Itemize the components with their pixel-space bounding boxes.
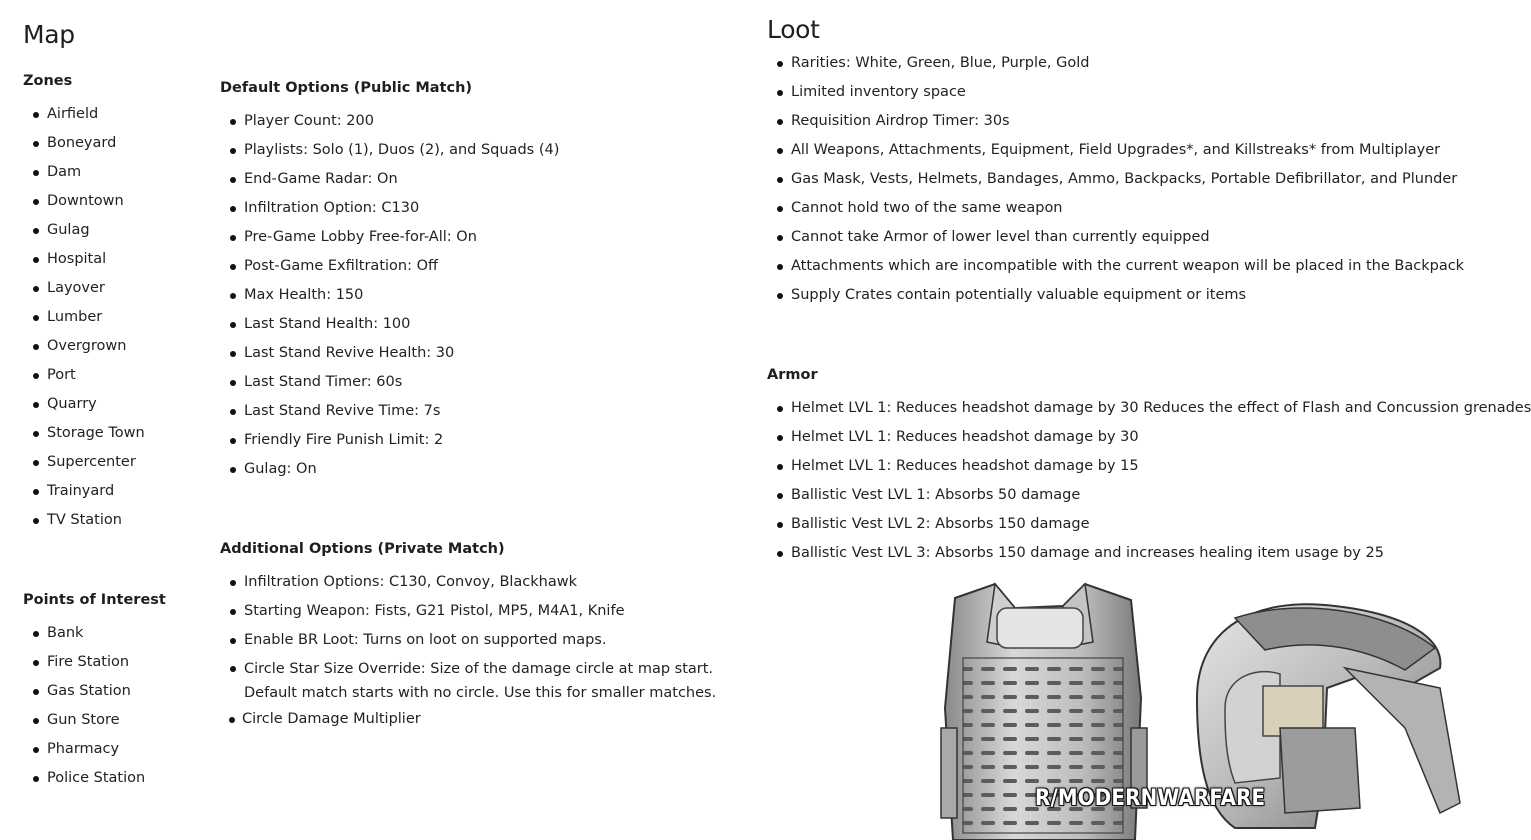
list-item: Supercenter [23,448,145,477]
list-item: Helmet LVL 1: Reduces headshot damage by 30 [767,423,1531,452]
list-item: Gulag: On [220,455,559,484]
list-item: Quarry [23,390,145,419]
list-item: Cannot take Armor of lower level than currently equipped [767,223,1464,252]
list-item: Post-Game Exfiltration: Off [220,252,559,281]
list-item: Downtown [23,187,145,216]
list-item: Attachments which are incompatible with the current weapon will be placed in the Backpack [767,252,1464,281]
list-item: Pharmacy [23,735,145,764]
list-item: Police Station [23,764,145,793]
list-item: Rarities: White, Green, Blue, Purple, Gold [767,49,1464,78]
list-item: Gas Mask, Vests, Helmets, Bandages, Ammo, Backpacks, Portable Defibrillator, and Plunder [767,165,1464,194]
list-item: Lumber [23,303,145,332]
list-item: Dam [23,158,145,187]
armor-heading: Armor [767,367,818,383]
list-item: Overgrown [23,332,145,361]
additional-options-list [220,568,740,730]
list-item: Trainyard [23,477,145,506]
list-item: Storage Town [23,419,145,448]
list-item: Airfield [23,100,145,129]
list-item: Gas Station [23,677,145,706]
list-item: TV Station [23,506,145,535]
list-item: Layover [23,274,145,303]
list-item: Gulag [23,216,145,245]
list-item: Enable BR Loot: Turns on loot on supported maps. [220,626,740,655]
list-item: Pre-Game Lobby Free-for-All: On [220,223,559,252]
list-item: Player Count: 200 [220,107,559,136]
list-item: Limited inventory space [767,78,1464,107]
list-item: Ballistic Vest LVL 1: Absorbs 50 damage [767,481,1531,510]
list-item: Max Health: 150 [220,281,559,310]
list-item: Cannot hold two of the same weapon [767,194,1464,223]
list-item: Circle Damage Multiplier [220,708,740,730]
list-item: Supply Crates contain potentially valuable equipment or items [767,281,1464,310]
zones-heading: Zones [23,73,73,89]
list-item: Ballistic Vest LVL 3: Absorbs 150 damage and increases healing item usage by 25 [767,539,1531,568]
list-item: Playlists: Solo (1), Duos (2), and Squads (4) [220,136,559,165]
list-item: Friendly Fire Punish Limit: 2 [220,426,559,455]
poi-heading: Points of Interest [23,592,166,608]
list-item: Last Stand Revive Health: 30 [220,339,559,368]
list-item: Last Stand Revive Time: 7s [220,397,559,426]
list-item: Helmet LVL 1: Reduces headshot damage by 30 Reduces the effect of Flash and Concussion grenades [767,394,1531,423]
list-item-line: Default match starts with no circle. Use this for smaller matches. [244,685,717,701]
list-item: All Weapons, Attachments, Equipment, Field Upgrades*, and Killstreaks* from Multiplayer [767,136,1464,165]
list-item: Infiltration Options: C130, Convoy, Blackhawk [220,568,740,597]
poi-list [23,619,145,793]
list-item: Starting Weapon: Fists, G21 Pistol, MP5, M4A1, Knife [220,597,740,626]
loot-title: Loot [767,15,820,44]
list-item: Boneyard [23,129,145,158]
list-item: Infiltration Option: C130 [220,194,559,223]
default-options-list [220,107,559,484]
list-item: Last Stand Timer: 60s [220,368,559,397]
list-item: Requisition Airdrop Timer: 30s [767,107,1464,136]
list-item: Bank [23,619,145,648]
list-item: Gun Store [23,706,145,735]
list-item: End-Game Radar: On [220,165,559,194]
list-item: Hospital [23,245,145,274]
list-item-line: Circle Star Size Override: Size of the damage circle at map start. [244,661,714,677]
list-item: Ballistic Vest LVL 2: Absorbs 150 damage [767,510,1531,539]
additional-options-heading: Additional Options (Private Match) [220,541,505,557]
default-options-heading: Default Options (Public Match) [220,80,473,96]
list-item: Fire Station [23,648,145,677]
list-item [220,655,740,708]
armor-list [767,394,1531,568]
map-title: Map [23,20,75,49]
list-item: Port [23,361,145,390]
list-item: Helmet LVL 1: Reduces headshot damage by 15 [767,452,1531,481]
watermark: R/MODERNWARFARE [1035,786,1266,811]
zones-list [23,100,145,535]
list-item: Last Stand Health: 100 [220,310,559,339]
loot-list [767,49,1464,310]
